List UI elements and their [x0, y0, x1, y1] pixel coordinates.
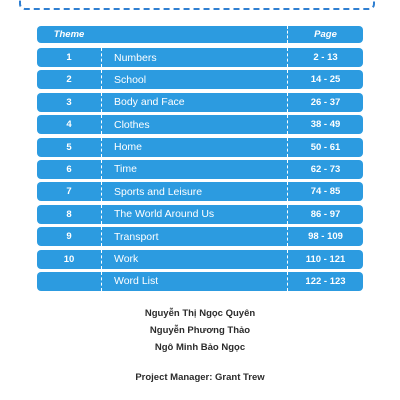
author-name: Ngô Minh Bảo Ngọc [154, 342, 246, 353]
page-range: 98 - 109 [287, 227, 363, 246]
toc-row-8[interactable] [37, 205, 363, 224]
page-range: 50 - 61 [287, 138, 363, 157]
toc-header-row [37, 26, 363, 43]
theme-number: 1 [66, 52, 72, 63]
toc-row-6[interactable] [37, 160, 363, 179]
title-column-header [101, 26, 287, 43]
page-range: 2 - 13 [287, 48, 363, 67]
theme-title: School [101, 70, 287, 89]
theme-title: Transport [101, 227, 287, 246]
theme-title: Numbers [101, 48, 287, 67]
author-name: Nguyễn Phương Thảo [149, 325, 251, 336]
theme-number: 8 [66, 208, 72, 220]
theme-number: 2 [66, 74, 72, 86]
theme-number [37, 272, 101, 291]
table-of-contents [37, 26, 363, 294]
page-top-frame [19, 0, 375, 10]
page-range: 62 - 73 [287, 160, 363, 179]
theme-number: 7 [66, 186, 72, 198]
toc-row-3[interactable] [37, 93, 363, 112]
project-manager-credit: Project Manager: Grant Trew [135, 372, 265, 383]
page-column-header: Page [287, 26, 363, 43]
toc-row-7[interactable] [37, 182, 363, 201]
theme-title: Time [101, 160, 287, 179]
page-range: 122 - 123 [287, 272, 363, 291]
theme-number: 6 [66, 163, 72, 175]
toc-row-9[interactable] [37, 227, 363, 246]
theme-title: The World Around Us [101, 205, 287, 224]
theme-column-header: Theme [53, 29, 85, 40]
theme-title: Sports and Leisure [101, 182, 287, 201]
theme-title: Work [101, 250, 287, 269]
theme-number: 9 [66, 231, 72, 243]
page-range: 38 - 49 [287, 115, 363, 134]
page-range: 74 - 85 [287, 182, 363, 201]
theme-title: Word List [101, 272, 287, 291]
toc-row-2[interactable] [37, 70, 363, 89]
toc-row-10[interactable] [37, 250, 363, 269]
page-range: 110 - 121 [287, 250, 363, 269]
toc-row-1[interactable] [37, 48, 363, 67]
theme-title: Home [101, 138, 287, 157]
theme-title: Body and Face [101, 93, 287, 112]
theme-number: 3 [66, 96, 72, 108]
toc-row-4[interactable] [37, 115, 363, 134]
theme-number: 4 [66, 119, 72, 131]
authors-list [0, 305, 400, 356]
theme-number: 10 [63, 253, 75, 265]
author-name: Nguyễn Thị Ngọc Quyên [144, 308, 256, 319]
toc-row-word-list[interactable] [37, 272, 363, 291]
theme-title: Clothes [101, 115, 287, 134]
page-range: 86 - 97 [287, 205, 363, 224]
page-range: 26 - 37 [287, 93, 363, 112]
toc-row-5[interactable] [37, 138, 363, 157]
theme-number: 5 [66, 141, 72, 153]
page-range: 14 - 25 [287, 70, 363, 89]
